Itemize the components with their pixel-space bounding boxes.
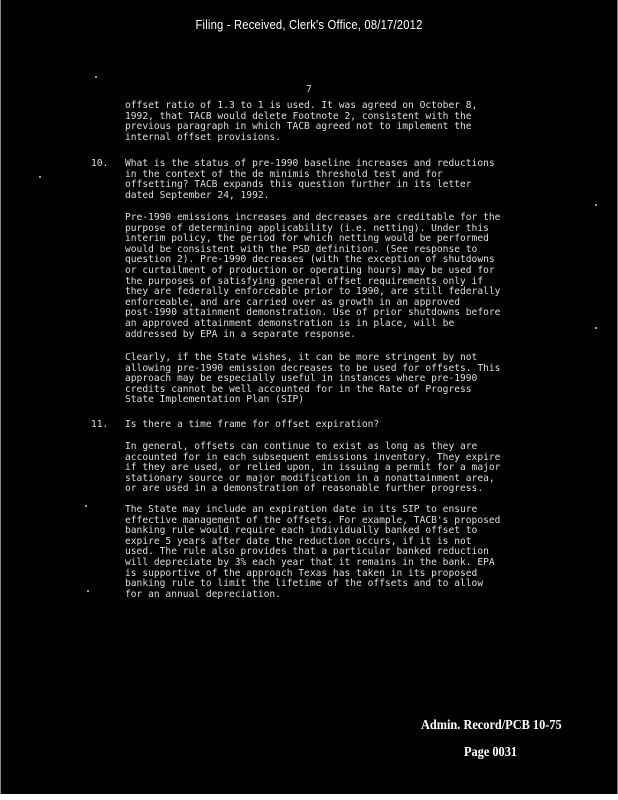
answer-11-paragraph-2 xyxy=(125,505,500,600)
question-10-number: 10. xyxy=(91,158,109,169)
text-line: post-1990 attainment demonstration. Use of prior shutdowns before xyxy=(125,307,501,319)
text-line: purpose of determining applicability (i.e. netting). Under this xyxy=(125,222,489,234)
text-line: is supportive of the approach Texas has taken in its proposed xyxy=(125,567,478,579)
text-line: effective management of the offsets. For example, TACB's proposed xyxy=(125,514,501,526)
text-line: interim policy, the period for which netting would be performed xyxy=(125,233,489,245)
text-line: question 2). Pre-1990 decreases (with the exception of shutdowns xyxy=(125,254,495,266)
text-line: enforceable, and are carried over as growth in an approved xyxy=(125,296,461,308)
text-line: in the context of the de minimis threshold test and for xyxy=(125,168,443,180)
text-line: they are federally enforceable prior to 1990, are still federally xyxy=(125,286,501,298)
answer-11-paragraph-1 xyxy=(125,442,500,495)
text-line: an approved attainment demonstration is in place, will be xyxy=(125,317,455,329)
text-line: The State may include an expiration date in its SIP to ensure xyxy=(125,504,478,515)
text-line: expire 5 years after date the reduction occurs, if it is not xyxy=(125,535,472,547)
text-line: 1992, that TACB would delete Footnote 2, consistent with the xyxy=(125,110,472,122)
text-line: internal offset provisions. xyxy=(125,131,281,143)
text-line: offsetting? TACB expands this question further in its letter xyxy=(125,179,472,191)
text-line: approach may be especially useful in instances where pre-1990 xyxy=(125,373,478,385)
text-line: offset ratio of 1.3 to 1 is used. It was agreed on October 8, xyxy=(125,100,478,111)
text-line: the purposes of satisfying general offset requirements only if xyxy=(125,275,484,287)
text-line: Pre-1990 emissions increases and decreases are creditable for the xyxy=(125,212,501,223)
text-line: previous paragraph in which TACB agreed not to implement the xyxy=(125,121,472,133)
question-11-text xyxy=(125,420,379,431)
scan-speck xyxy=(95,76,97,78)
text-line: In general, offsets can continue to exist as long as they are xyxy=(125,441,478,452)
text-line: banking rule would require each individually banked offset to xyxy=(125,525,478,537)
page-bottom-margin xyxy=(0,794,618,800)
text-line: accounted for in each subsequent emissions inventory. They expire xyxy=(125,451,501,463)
text-line: allowing pre-1990 emission decreases to be used for offsets. This xyxy=(125,362,501,374)
text-line: or are used in a demonstration of reasonable further progress. xyxy=(125,483,484,495)
question-10-text xyxy=(125,159,495,201)
text-line: stationary source or major modification in a nonattainment area, xyxy=(125,472,495,484)
text-line: dated September 24, 1992. xyxy=(125,189,270,201)
text-line: What is the status of pre-1990 baseline increases and reductions xyxy=(125,158,495,169)
text-line: banking rule to limit the lifetime of the offsets and to allow xyxy=(125,578,484,590)
scan-speck xyxy=(87,590,89,592)
text-line: for an annual depreciation. xyxy=(125,588,281,600)
scan-speck xyxy=(595,204,597,206)
filing-stamp: Filing - Received, Clerk's Office, 08/17/2012 xyxy=(195,18,423,32)
text-line: used. The rule also provides that a particular banked reduction xyxy=(125,546,489,558)
text-line: would be consistent with the PSD definition. (See response to xyxy=(125,243,478,255)
answer-10-paragraph-1 xyxy=(125,213,500,340)
question-11-number: 11. xyxy=(91,419,109,430)
text-line: or curtailment of production or operating hours) may be used for xyxy=(125,264,495,276)
text-line: addressed by EPA in a separate response. xyxy=(125,328,357,340)
text-line: Is there a time frame for offset expiration? xyxy=(125,419,380,430)
paragraph-carryover xyxy=(125,101,477,143)
scan-speck xyxy=(595,327,597,329)
text-line: Clearly, if the State wishes, it can be more stringent by not xyxy=(125,352,478,363)
text-line: State Implementation Plan (SIP) xyxy=(125,394,305,406)
admin-record-label: Admin. Record/PCB 10-75 xyxy=(421,718,562,733)
scan-speck xyxy=(85,505,87,507)
scan-speck xyxy=(39,176,41,178)
text-line: will depreciate by 3% each year that it remains in the bank. EPA xyxy=(125,556,495,568)
record-page-number: Page 0031 xyxy=(464,745,518,760)
page-number: 7 xyxy=(306,84,312,95)
text-line: credits cannot be well accounted for in the Rate of Progress xyxy=(125,383,472,395)
answer-10-paragraph-2 xyxy=(125,353,500,406)
text-line: if they are used, or relied upon, in issuing a permit for a major xyxy=(125,462,501,474)
